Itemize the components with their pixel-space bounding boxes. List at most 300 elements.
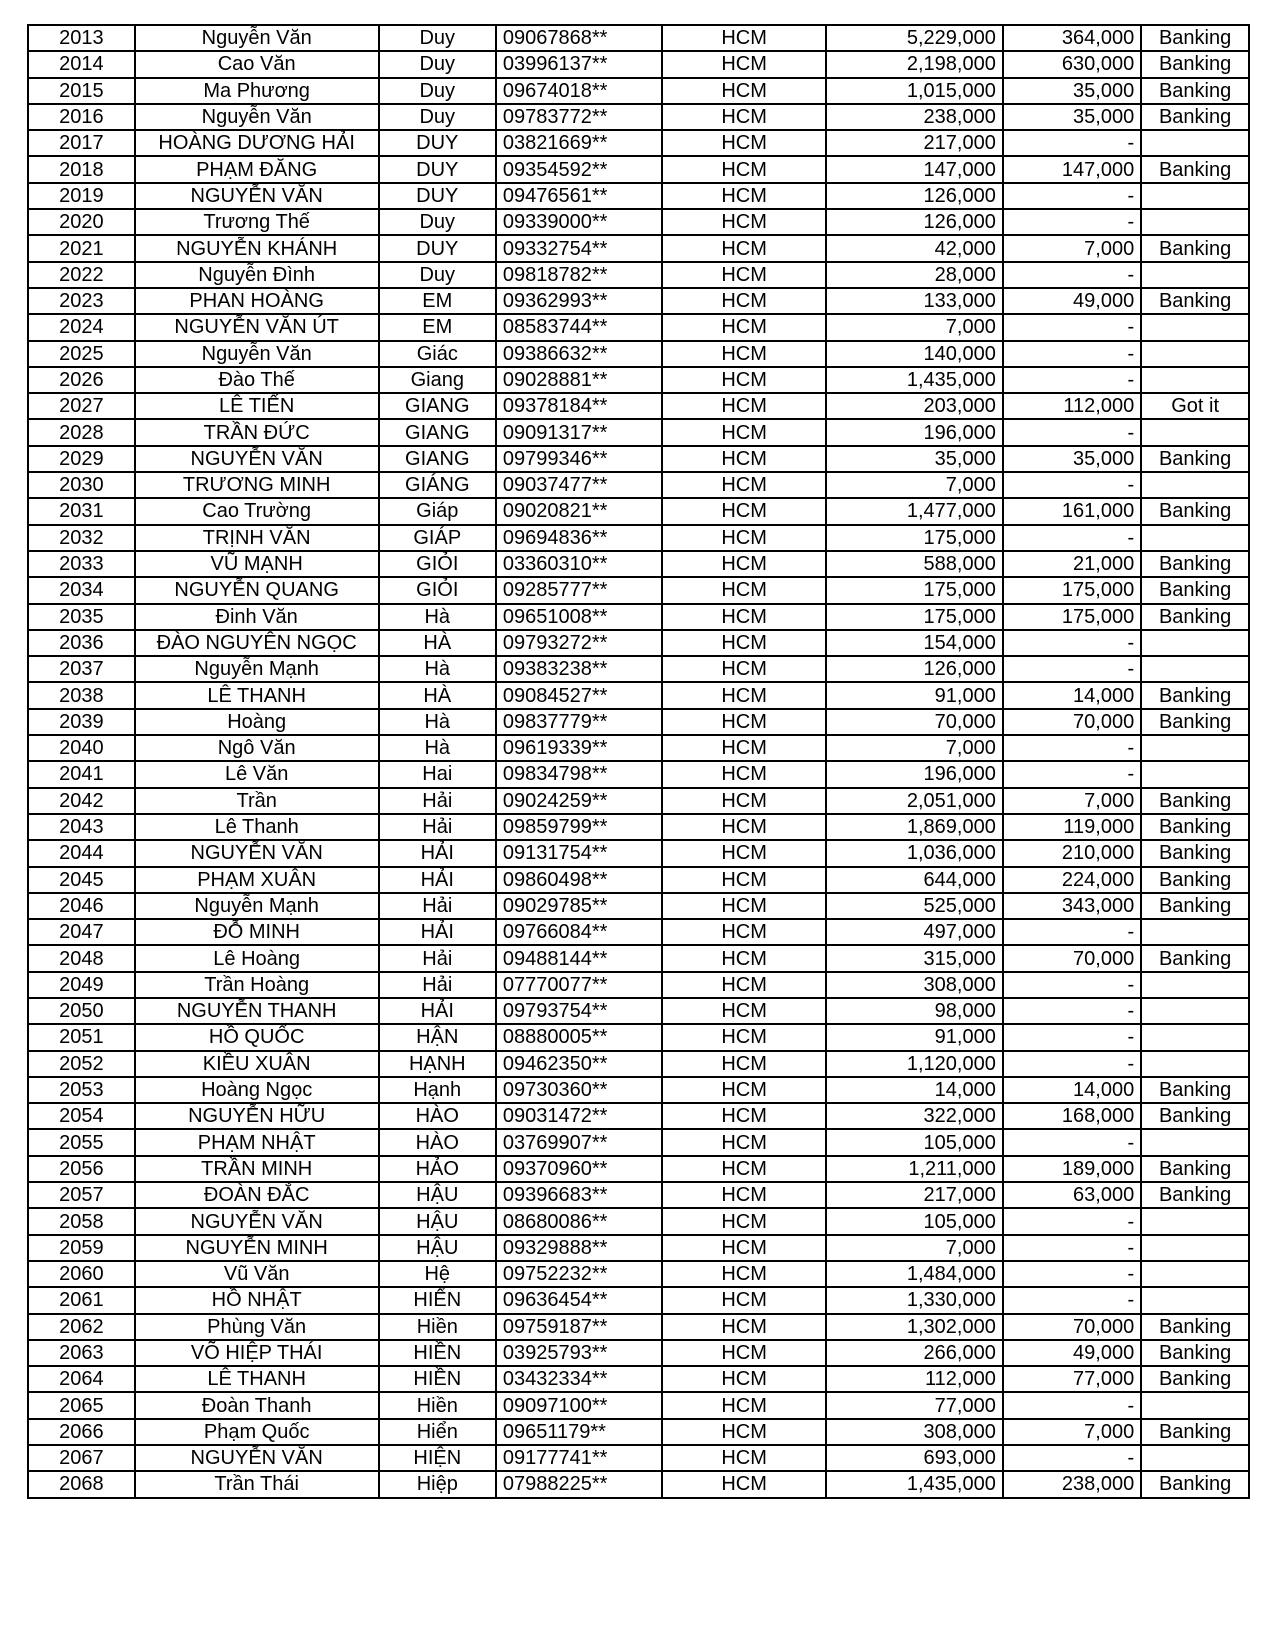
row-number-cell: 2065: [28, 1392, 135, 1418]
given-name-cell: Hải: [379, 945, 496, 971]
surname-cell: NGUYỄN KHÁNH: [135, 235, 379, 261]
city-cell: HCM: [662, 1103, 827, 1129]
table-row: [28, 314, 1249, 340]
given-name-cell: Hai: [379, 761, 496, 787]
paid-cell: -: [1003, 735, 1141, 761]
surname-cell: KIỀU XUÂN: [135, 1051, 379, 1077]
surname-cell: Lê Hoàng: [135, 945, 379, 971]
amount-cell: 644,000: [826, 867, 1002, 893]
table-row: [28, 1340, 1249, 1366]
surname-cell: HỒ QUỐC: [135, 1024, 379, 1050]
amount-cell: 1,484,000: [826, 1261, 1002, 1287]
payment-method-cell: [1141, 972, 1249, 998]
payment-method-cell: [1141, 761, 1249, 787]
city-cell: HCM: [662, 945, 827, 971]
surname-cell: Lê Thanh: [135, 814, 379, 840]
table-row: [28, 446, 1249, 472]
phone-cell: 09752232**: [496, 1261, 662, 1287]
given-name-cell: Giác: [379, 341, 496, 367]
city-cell: HCM: [662, 1314, 827, 1340]
phone-cell: 09091317**: [496, 419, 662, 445]
paid-cell: 147,000: [1003, 156, 1141, 182]
table-row: [28, 1103, 1249, 1129]
amount-cell: 2,051,000: [826, 788, 1002, 814]
paid-cell: 175,000: [1003, 577, 1141, 603]
surname-cell: Trần Hoàng: [135, 972, 379, 998]
amount-cell: 77,000: [826, 1392, 1002, 1418]
surname-cell: HOÀNG DƯƠNG HẢI: [135, 130, 379, 156]
payment-method-cell: [1141, 1024, 1249, 1050]
paid-cell: -: [1003, 130, 1141, 156]
phone-cell: 03821669**: [496, 130, 662, 156]
table-row: [28, 972, 1249, 998]
row-number-cell: 2046: [28, 893, 135, 919]
amount-cell: 308,000: [826, 1419, 1002, 1445]
paid-cell: 14,000: [1003, 1077, 1141, 1103]
payment-method-cell: Banking: [1141, 1340, 1249, 1366]
given-name-cell: HÀ: [379, 630, 496, 656]
table-row: [28, 1024, 1249, 1050]
city-cell: HCM: [662, 1471, 827, 1497]
surname-cell: TRẦN MINH: [135, 1156, 379, 1182]
table-row: [28, 341, 1249, 367]
amount-cell: 112,000: [826, 1366, 1002, 1392]
row-number-cell: 2051: [28, 1024, 135, 1050]
city-cell: HCM: [662, 314, 827, 340]
table-row: [28, 1287, 1249, 1313]
given-name-cell: GIỎI: [379, 577, 496, 603]
amount-cell: 1,477,000: [826, 498, 1002, 524]
phone-cell: 08583744**: [496, 314, 662, 340]
city-cell: HCM: [662, 998, 827, 1024]
city-cell: HCM: [662, 551, 827, 577]
payment-method-cell: Banking: [1141, 814, 1249, 840]
row-number-cell: 2062: [28, 1314, 135, 1340]
row-number-cell: 2058: [28, 1208, 135, 1234]
city-cell: HCM: [662, 419, 827, 445]
amount-cell: 1,036,000: [826, 840, 1002, 866]
payment-method-cell: Banking: [1141, 78, 1249, 104]
row-number-cell: 2045: [28, 867, 135, 893]
phone-cell: 09837779**: [496, 709, 662, 735]
given-name-cell: DUY: [379, 156, 496, 182]
amount-cell: 70,000: [826, 709, 1002, 735]
surname-cell: HỒ NHẬT: [135, 1287, 379, 1313]
city-cell: HCM: [662, 814, 827, 840]
amount-cell: 497,000: [826, 919, 1002, 945]
amount-cell: 315,000: [826, 945, 1002, 971]
paid-cell: 49,000: [1003, 288, 1141, 314]
phone-cell: 09020821**: [496, 498, 662, 524]
paid-cell: 189,000: [1003, 1156, 1141, 1182]
paid-cell: -: [1003, 1261, 1141, 1287]
amount-cell: 2,198,000: [826, 51, 1002, 77]
surname-cell: Trương Thế: [135, 209, 379, 235]
phone-cell: 09067868**: [496, 25, 662, 51]
paid-cell: 70,000: [1003, 709, 1141, 735]
amount-cell: 91,000: [826, 1024, 1002, 1050]
row-number-cell: 2025: [28, 341, 135, 367]
row-number-cell: 2053: [28, 1077, 135, 1103]
surname-cell: Nguyễn Mạnh: [135, 893, 379, 919]
row-number-cell: 2034: [28, 577, 135, 603]
given-name-cell: Duy: [379, 51, 496, 77]
city-cell: HCM: [662, 919, 827, 945]
paid-cell: -: [1003, 998, 1141, 1024]
city-cell: HCM: [662, 761, 827, 787]
row-number-cell: 2056: [28, 1156, 135, 1182]
city-cell: HCM: [662, 1024, 827, 1050]
phone-cell: 09730360**: [496, 1077, 662, 1103]
phone-cell: 09097100**: [496, 1392, 662, 1418]
city-cell: HCM: [662, 498, 827, 524]
row-number-cell: 2052: [28, 1051, 135, 1077]
payment-method-cell: [1141, 998, 1249, 1024]
table-row: [28, 1419, 1249, 1445]
surname-cell: NGUYỄN VĂN: [135, 446, 379, 472]
row-number-cell: 2019: [28, 183, 135, 209]
amount-cell: 154,000: [826, 630, 1002, 656]
paid-cell: -: [1003, 1024, 1141, 1050]
surname-cell: Đoàn Thanh: [135, 1392, 379, 1418]
surname-cell: VŨ MẠNH: [135, 551, 379, 577]
table-row: [28, 1129, 1249, 1155]
surname-cell: NGUYỄN HỮU: [135, 1103, 379, 1129]
phone-cell: 03432334**: [496, 1366, 662, 1392]
row-number-cell: 2057: [28, 1182, 135, 1208]
paid-cell: 7,000: [1003, 235, 1141, 261]
payment-method-cell: Banking: [1141, 867, 1249, 893]
amount-cell: 7,000: [826, 1235, 1002, 1261]
table-row: [28, 419, 1249, 445]
city-cell: HCM: [662, 51, 827, 77]
phone-cell: 09024259**: [496, 788, 662, 814]
row-number-cell: 2035: [28, 604, 135, 630]
row-number-cell: 2024: [28, 314, 135, 340]
given-name-cell: Hải: [379, 893, 496, 919]
payment-method-cell: [1141, 472, 1249, 498]
paid-cell: -: [1003, 183, 1141, 209]
city-cell: HCM: [662, 393, 827, 419]
table-row: [28, 1235, 1249, 1261]
given-name-cell: Giáp: [379, 498, 496, 524]
paid-cell: -: [1003, 1208, 1141, 1234]
payment-method-cell: Banking: [1141, 25, 1249, 51]
given-name-cell: HIỂN: [379, 1287, 496, 1313]
surname-cell: ĐÀO NGUYÊN NGỌC: [135, 630, 379, 656]
city-cell: HCM: [662, 1366, 827, 1392]
city-cell: HCM: [662, 130, 827, 156]
row-number-cell: 2039: [28, 709, 135, 735]
given-name-cell: HIỆN: [379, 1445, 496, 1471]
paid-cell: -: [1003, 761, 1141, 787]
payment-method-cell: Banking: [1141, 840, 1249, 866]
payment-method-cell: [1141, 1392, 1249, 1418]
payment-method-cell: Banking: [1141, 104, 1249, 130]
row-number-cell: 2026: [28, 367, 135, 393]
table-row: [28, 25, 1249, 51]
amount-cell: 42,000: [826, 235, 1002, 261]
payment-method-cell: Banking: [1141, 446, 1249, 472]
row-number-cell: 2032: [28, 525, 135, 551]
table-body: [28, 25, 1249, 1498]
amount-cell: 175,000: [826, 525, 1002, 551]
amount-cell: 1,330,000: [826, 1287, 1002, 1313]
phone-cell: 09029785**: [496, 893, 662, 919]
amount-cell: 1,211,000: [826, 1156, 1002, 1182]
paid-cell: -: [1003, 972, 1141, 998]
table-row: [28, 867, 1249, 893]
table-row: [28, 130, 1249, 156]
amount-cell: 35,000: [826, 446, 1002, 472]
surname-cell: NGUYỄN VĂN: [135, 1208, 379, 1234]
given-name-cell: Hạnh: [379, 1077, 496, 1103]
row-number-cell: 2036: [28, 630, 135, 656]
amount-cell: 266,000: [826, 1340, 1002, 1366]
city-cell: HCM: [662, 1445, 827, 1471]
surname-cell: PHẠM NHẬT: [135, 1129, 379, 1155]
row-number-cell: 2037: [28, 656, 135, 682]
surname-cell: PHẠM ĐĂNG: [135, 156, 379, 182]
payment-method-cell: [1141, 1445, 1249, 1471]
row-number-cell: 2028: [28, 419, 135, 445]
phone-cell: 09859799**: [496, 814, 662, 840]
row-number-cell: 2022: [28, 262, 135, 288]
given-name-cell: GIỎI: [379, 551, 496, 577]
city-cell: HCM: [662, 1182, 827, 1208]
given-name-cell: DUY: [379, 130, 496, 156]
row-number-cell: 2038: [28, 682, 135, 708]
payment-method-cell: [1141, 341, 1249, 367]
payment-method-cell: [1141, 1287, 1249, 1313]
city-cell: HCM: [662, 1261, 827, 1287]
row-number-cell: 2055: [28, 1129, 135, 1155]
payment-method-cell: Banking: [1141, 235, 1249, 261]
table-row: [28, 498, 1249, 524]
paid-cell: -: [1003, 1392, 1141, 1418]
amount-cell: 133,000: [826, 288, 1002, 314]
surname-cell: NGUYỄN THANH: [135, 998, 379, 1024]
given-name-cell: Hiền: [379, 1314, 496, 1340]
phone-cell: 09378184**: [496, 393, 662, 419]
table-row: [28, 551, 1249, 577]
payment-method-cell: Banking: [1141, 682, 1249, 708]
given-name-cell: EM: [379, 314, 496, 340]
payment-method-cell: [1141, 656, 1249, 682]
given-name-cell: EM: [379, 288, 496, 314]
payment-method-cell: Banking: [1141, 498, 1249, 524]
row-number-cell: 2044: [28, 840, 135, 866]
paid-cell: -: [1003, 209, 1141, 235]
paid-cell: 7,000: [1003, 1419, 1141, 1445]
paid-cell: 14,000: [1003, 682, 1141, 708]
row-number-cell: 2029: [28, 446, 135, 472]
amount-cell: 7,000: [826, 735, 1002, 761]
city-cell: HCM: [662, 867, 827, 893]
given-name-cell: Giang: [379, 367, 496, 393]
phone-cell: 03925793**: [496, 1340, 662, 1366]
city-cell: HCM: [662, 788, 827, 814]
surname-cell: NGUYỄN VĂN: [135, 840, 379, 866]
paid-cell: -: [1003, 1235, 1141, 1261]
surname-cell: TRƯƠNG MINH: [135, 472, 379, 498]
phone-cell: 09084527**: [496, 682, 662, 708]
phone-cell: 09396683**: [496, 1182, 662, 1208]
city-cell: HCM: [662, 367, 827, 393]
surname-cell: LÊ THANH: [135, 1366, 379, 1392]
amount-cell: 126,000: [826, 183, 1002, 209]
table-row: [28, 1208, 1249, 1234]
paid-cell: 343,000: [1003, 893, 1141, 919]
row-number-cell: 2060: [28, 1261, 135, 1287]
table-row: [28, 604, 1249, 630]
payment-method-cell: Banking: [1141, 1156, 1249, 1182]
amount-cell: 588,000: [826, 551, 1002, 577]
payment-method-cell: [1141, 1261, 1249, 1287]
given-name-cell: HẢI: [379, 998, 496, 1024]
paid-cell: 224,000: [1003, 867, 1141, 893]
table-row: [28, 525, 1249, 551]
city-cell: HCM: [662, 262, 827, 288]
city-cell: HCM: [662, 446, 827, 472]
paid-cell: 210,000: [1003, 840, 1141, 866]
given-name-cell: HẢI: [379, 867, 496, 893]
paid-cell: 21,000: [1003, 551, 1141, 577]
amount-cell: 322,000: [826, 1103, 1002, 1129]
city-cell: HCM: [662, 525, 827, 551]
paid-cell: 35,000: [1003, 104, 1141, 130]
table-row: [28, 998, 1249, 1024]
payment-method-cell: Banking: [1141, 709, 1249, 735]
table-row: [28, 235, 1249, 261]
paid-cell: 77,000: [1003, 1366, 1141, 1392]
payment-method-cell: [1141, 314, 1249, 340]
table-row: [28, 682, 1249, 708]
payment-method-cell: [1141, 1235, 1249, 1261]
payment-method-cell: Banking: [1141, 604, 1249, 630]
given-name-cell: HIỀN: [379, 1340, 496, 1366]
payment-method-cell: Banking: [1141, 788, 1249, 814]
paid-cell: -: [1003, 656, 1141, 682]
given-name-cell: Duy: [379, 25, 496, 51]
surname-cell: Phạm Quốc: [135, 1419, 379, 1445]
paid-cell: -: [1003, 419, 1141, 445]
row-number-cell: 2043: [28, 814, 135, 840]
payment-method-cell: [1141, 1208, 1249, 1234]
table-row: [28, 1182, 1249, 1208]
given-name-cell: DUY: [379, 183, 496, 209]
given-name-cell: Hà: [379, 735, 496, 761]
city-cell: HCM: [662, 656, 827, 682]
paid-cell: -: [1003, 367, 1141, 393]
surname-cell: NGUYỄN MINH: [135, 1235, 379, 1261]
phone-cell: 09383238**: [496, 656, 662, 682]
phone-cell: 09793754**: [496, 998, 662, 1024]
city-cell: HCM: [662, 840, 827, 866]
payment-method-cell: [1141, 525, 1249, 551]
paid-cell: 119,000: [1003, 814, 1141, 840]
table-row: [28, 393, 1249, 419]
given-name-cell: Hải: [379, 788, 496, 814]
surname-cell: LÊ TIẾN: [135, 393, 379, 419]
row-number-cell: 2023: [28, 288, 135, 314]
amount-cell: 147,000: [826, 156, 1002, 182]
phone-cell: 09488144**: [496, 945, 662, 971]
table-row: [28, 104, 1249, 130]
city-cell: HCM: [662, 25, 827, 51]
table-row: [28, 919, 1249, 945]
payment-method-cell: [1141, 919, 1249, 945]
surname-cell: NGUYỄN VĂN: [135, 183, 379, 209]
paid-cell: 630,000: [1003, 51, 1141, 77]
payment-method-cell: Banking: [1141, 893, 1249, 919]
payment-method-cell: Banking: [1141, 1077, 1249, 1103]
row-number-cell: 2016: [28, 104, 135, 130]
city-cell: HCM: [662, 735, 827, 761]
surname-cell: Nguyễn Mạnh: [135, 656, 379, 682]
phone-cell: 09619339**: [496, 735, 662, 761]
amount-cell: 217,000: [826, 130, 1002, 156]
paid-cell: 175,000: [1003, 604, 1141, 630]
table-row: [28, 288, 1249, 314]
city-cell: HCM: [662, 1051, 827, 1077]
table-row: [28, 709, 1249, 735]
payment-method-cell: Banking: [1141, 551, 1249, 577]
phone-cell: 09332754**: [496, 235, 662, 261]
given-name-cell: Duy: [379, 104, 496, 130]
payment-method-cell: Banking: [1141, 577, 1249, 603]
row-number-cell: 2031: [28, 498, 135, 524]
phone-cell: 09339000**: [496, 209, 662, 235]
surname-cell: PHAN HOÀNG: [135, 288, 379, 314]
amount-cell: 91,000: [826, 682, 1002, 708]
surname-cell: TRẦN ĐỨC: [135, 419, 379, 445]
amount-cell: 196,000: [826, 761, 1002, 787]
paid-cell: 7,000: [1003, 788, 1141, 814]
phone-cell: 03360310**: [496, 551, 662, 577]
row-number-cell: 2042: [28, 788, 135, 814]
given-name-cell: GIANG: [379, 446, 496, 472]
table-row: [28, 1392, 1249, 1418]
given-name-cell: Duy: [379, 78, 496, 104]
phone-cell: 09694836**: [496, 525, 662, 551]
phone-cell: 09462350**: [496, 1051, 662, 1077]
row-number-cell: 2014: [28, 51, 135, 77]
amount-cell: 238,000: [826, 104, 1002, 130]
city-cell: HCM: [662, 682, 827, 708]
paid-cell: -: [1003, 630, 1141, 656]
payment-method-cell: Banking: [1141, 1314, 1249, 1340]
city-cell: HCM: [662, 104, 827, 130]
amount-cell: 1,869,000: [826, 814, 1002, 840]
phone-cell: 03996137**: [496, 51, 662, 77]
payment-method-cell: [1141, 262, 1249, 288]
phone-cell: 09370960**: [496, 1156, 662, 1182]
amount-cell: 1,120,000: [826, 1051, 1002, 1077]
surname-cell: LÊ THANH: [135, 682, 379, 708]
paid-cell: 364,000: [1003, 25, 1141, 51]
surname-cell: NGUYỄN QUANG: [135, 577, 379, 603]
phone-cell: 03769907**: [496, 1129, 662, 1155]
payment-method-cell: [1141, 130, 1249, 156]
city-cell: HCM: [662, 209, 827, 235]
amount-cell: 693,000: [826, 1445, 1002, 1471]
surname-cell: Trần Thái: [135, 1471, 379, 1497]
paid-cell: 70,000: [1003, 945, 1141, 971]
phone-cell: 09037477**: [496, 472, 662, 498]
row-number-cell: 2040: [28, 735, 135, 761]
table-row: [28, 1156, 1249, 1182]
